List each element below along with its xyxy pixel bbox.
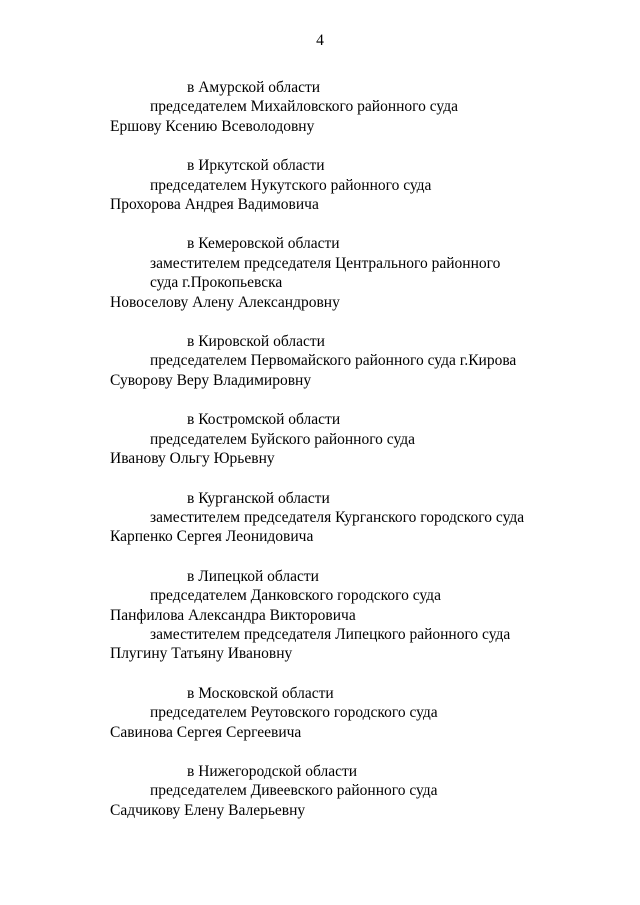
position-title: председателем Данковского городского суда — [150, 587, 441, 605]
appointee-name: Суворову Веру Владимировну — [110, 371, 312, 389]
appointee-name: Карпенко Сергея Леонидовича — [110, 528, 314, 546]
appointee-name: Плугину Татьяну Ивановну — [110, 645, 293, 663]
position-title: председателем Реутовского городского суда — [150, 704, 438, 722]
region-block — [0, 762, 640, 820]
appointee-name: Иванову Ольгу Юрьевну — [110, 450, 275, 468]
region-block — [0, 684, 640, 742]
region-block — [0, 332, 640, 390]
page-number: 4 — [316, 32, 324, 49]
region-heading: в Нижегородской области — [187, 762, 358, 780]
appointee-name: Новоселову Алену Александровну — [110, 293, 340, 311]
position-title: председателем Дивеевского районного суда — [150, 782, 438, 800]
appointments-list — [0, 78, 640, 840]
position-title: заместителем председателя Курганского городского суда — [150, 508, 525, 526]
position-title: председателем Михайловского районного суда — [150, 98, 458, 116]
region-heading: в Кемеровской области — [187, 235, 340, 253]
region-block — [0, 410, 640, 468]
position-title: председателем Буйского районного суда — [150, 430, 416, 448]
region-heading: в Московской области — [187, 684, 334, 702]
region-block — [0, 234, 640, 312]
position-title: заместителем председателя Липецкого районного суда — [150, 625, 511, 643]
region-block — [0, 78, 640, 136]
region-heading: в Курганской области — [187, 489, 330, 507]
position-title: заместителем председателя Центрального районного — [150, 254, 501, 272]
appointee-name: Ершову Ксению Всеволодовну — [110, 117, 315, 135]
region-block — [0, 156, 640, 214]
region-heading: в Иркутской области — [187, 157, 325, 175]
region-heading: в Амурской области — [187, 79, 321, 96]
region-block — [0, 489, 640, 547]
appointee-name: Панфилова Александра Викторовича — [110, 606, 356, 624]
position-title: председателем Первомайского районного суда г.Кирова — [150, 352, 517, 370]
region-block — [0, 567, 640, 664]
appointee-name: Савинова Сергея Сергеевича — [110, 723, 302, 741]
position-title: суда г.Прокопьевска — [150, 274, 283, 292]
appointee-name: Садчикову Елену Валерьевну — [110, 801, 306, 819]
region-heading: в Липецкой области — [187, 567, 319, 585]
region-heading: в Кировской области — [187, 333, 325, 351]
appointee-name: Прохорова Андрея Вадимовича — [110, 196, 319, 214]
position-title: председателем Нукутского районного суда — [150, 176, 432, 194]
region-heading: в Костромской области — [187, 411, 341, 429]
